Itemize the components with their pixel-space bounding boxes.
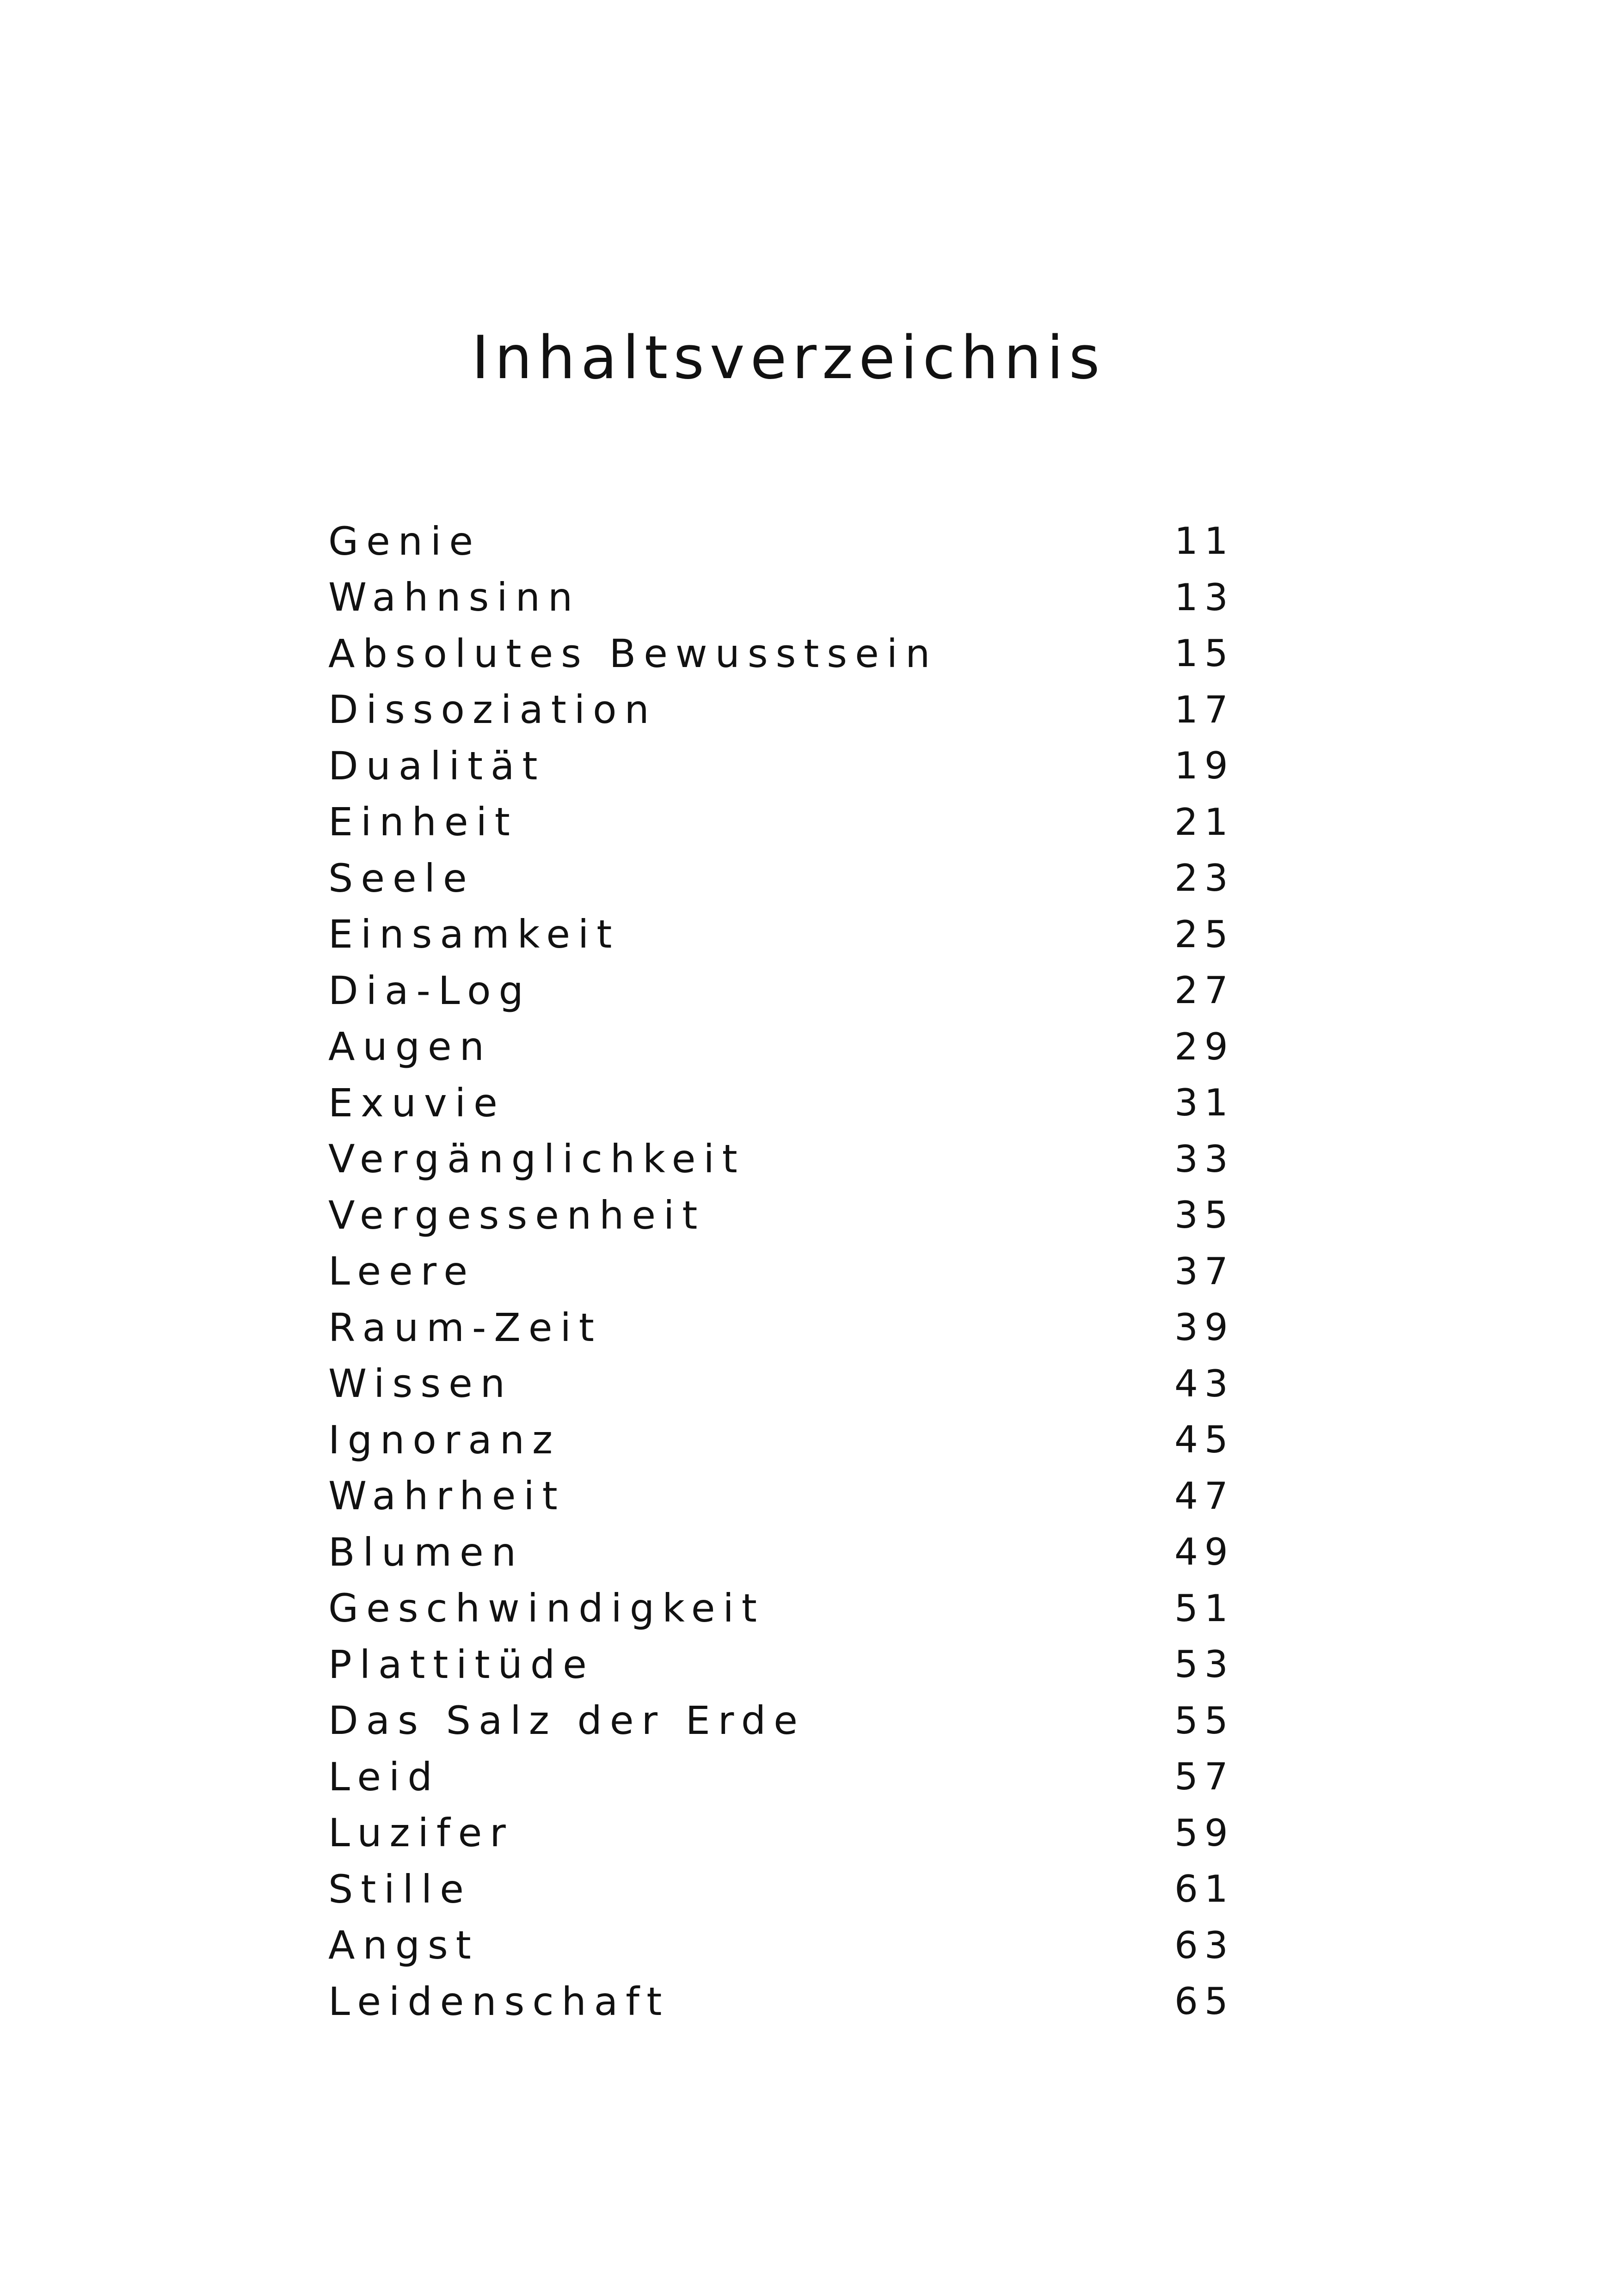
toc-entry-title: Stille (328, 1866, 472, 1912)
toc-entry-page: 15 (1174, 632, 1235, 675)
toc-entry (328, 1131, 1267, 1188)
toc-entry (328, 1299, 1267, 1356)
toc-entry-title: Exuvie (328, 1080, 505, 1126)
toc-entry (328, 1243, 1267, 1300)
toc-entry-page: 61 (1174, 1867, 1235, 1911)
toc-entry (328, 513, 1267, 569)
toc-entry (328, 906, 1267, 963)
toc-entry-page: 55 (1174, 1699, 1235, 1742)
toc-entry-title: Genie (328, 518, 481, 564)
toc-entry-title: Das Salz der Erde (328, 1698, 805, 1744)
toc-entry-page: 39 (1174, 1306, 1235, 1349)
toc-entry-page: 35 (1174, 1194, 1235, 1237)
toc-entry (328, 1805, 1267, 1861)
toc-entry-page: 49 (1174, 1531, 1235, 1574)
toc-entry-page: 11 (1174, 520, 1235, 563)
toc-entry (328, 569, 1267, 626)
toc-entry-page: 53 (1174, 1643, 1235, 1686)
toc-entry-page: 21 (1174, 800, 1235, 844)
toc-entry-title: Wissen (328, 1361, 513, 1407)
toc-entry-title: Einheit (328, 799, 518, 845)
toc-entry-title: Luzifer (328, 1810, 514, 1856)
toc-entry-title: Einsamkeit (328, 912, 620, 957)
toc-entry (328, 1019, 1267, 1075)
toc-entry-page: 27 (1174, 969, 1235, 1012)
toc-entry (328, 1580, 1267, 1637)
toc-entry (328, 1468, 1267, 1525)
toc-entry-title: Wahrheit (328, 1473, 565, 1519)
toc-entry-title: Absolutes Bewusstsein (328, 631, 938, 676)
toc-entry (328, 1693, 1267, 1749)
toc-entry (328, 1861, 1267, 1917)
toc-entry-title: Vergänglichkeit (328, 1136, 745, 1182)
toc-entry-page: 31 (1174, 1081, 1235, 1125)
toc-entry (328, 850, 1267, 906)
toc-entry (328, 1917, 1267, 1974)
toc-entry-page: 65 (1174, 1980, 1235, 2023)
toc-entry (328, 1412, 1267, 1468)
toc-entry-title: Ignoranz (328, 1417, 561, 1463)
toc-entry-title: Vergessenheit (328, 1192, 706, 1238)
toc-entry-page: 17 (1174, 688, 1235, 731)
toc-entry-title: Dia-Log (328, 967, 531, 1013)
toc-entry-title: Plattitüde (328, 1641, 595, 1687)
toc-entry (328, 1749, 1267, 1805)
toc-entry (328, 738, 1267, 794)
toc-entry (328, 682, 1267, 738)
toc-entry-title: Leere (328, 1249, 476, 1294)
toc-entry (328, 1973, 1267, 2030)
toc-entry-page: 25 (1174, 912, 1235, 956)
toc-entry-page: 57 (1174, 1755, 1235, 1799)
toc-entry-page: 51 (1174, 1586, 1235, 1630)
toc-entry (328, 794, 1267, 851)
toc-entry-title: Augen (328, 1024, 492, 1070)
toc-entry-title: Angst (328, 1923, 479, 1968)
toc-entry-title: Dualität (328, 743, 546, 789)
toc-entry-title: Raum-Zeit (328, 1304, 602, 1350)
toc-entry-page: 59 (1174, 1811, 1235, 1855)
toc-entry (328, 625, 1267, 682)
toc-entry (328, 1187, 1267, 1243)
toc-entry-page: 13 (1174, 576, 1235, 619)
table-of-contents (328, 513, 1267, 2030)
page-title: Inhaltsverzeichnis (472, 324, 1106, 392)
toc-entry-title: Blumen (328, 1529, 524, 1575)
toc-entry-title: Leid (328, 1754, 440, 1800)
toc-entry-page: 19 (1174, 744, 1235, 788)
toc-entry-page: 23 (1174, 857, 1235, 900)
toc-entry (328, 1075, 1267, 1131)
toc-entry-page: 63 (1174, 1923, 1235, 1967)
toc-entry (328, 1524, 1267, 1580)
toc-entry-title: Wahnsinn (328, 575, 581, 620)
toc-entry (328, 1636, 1267, 1693)
toc-entry (328, 962, 1267, 1019)
toc-entry-title: Leidenschaft (328, 1978, 670, 2024)
toc-entry-page: 47 (1174, 1474, 1235, 1518)
toc-entry-title: Geschwindigkeit (328, 1586, 765, 1631)
toc-entry-page: 33 (1174, 1137, 1235, 1181)
toc-entry-title: Dissoziation (328, 687, 657, 733)
toc-entry-page: 43 (1174, 1362, 1235, 1405)
toc-entry-page: 29 (1174, 1025, 1235, 1068)
toc-entry-page: 37 (1174, 1249, 1235, 1293)
toc-entry-page: 45 (1174, 1418, 1235, 1462)
toc-entry-title: Seele (328, 855, 475, 901)
toc-entry (328, 1356, 1267, 1412)
